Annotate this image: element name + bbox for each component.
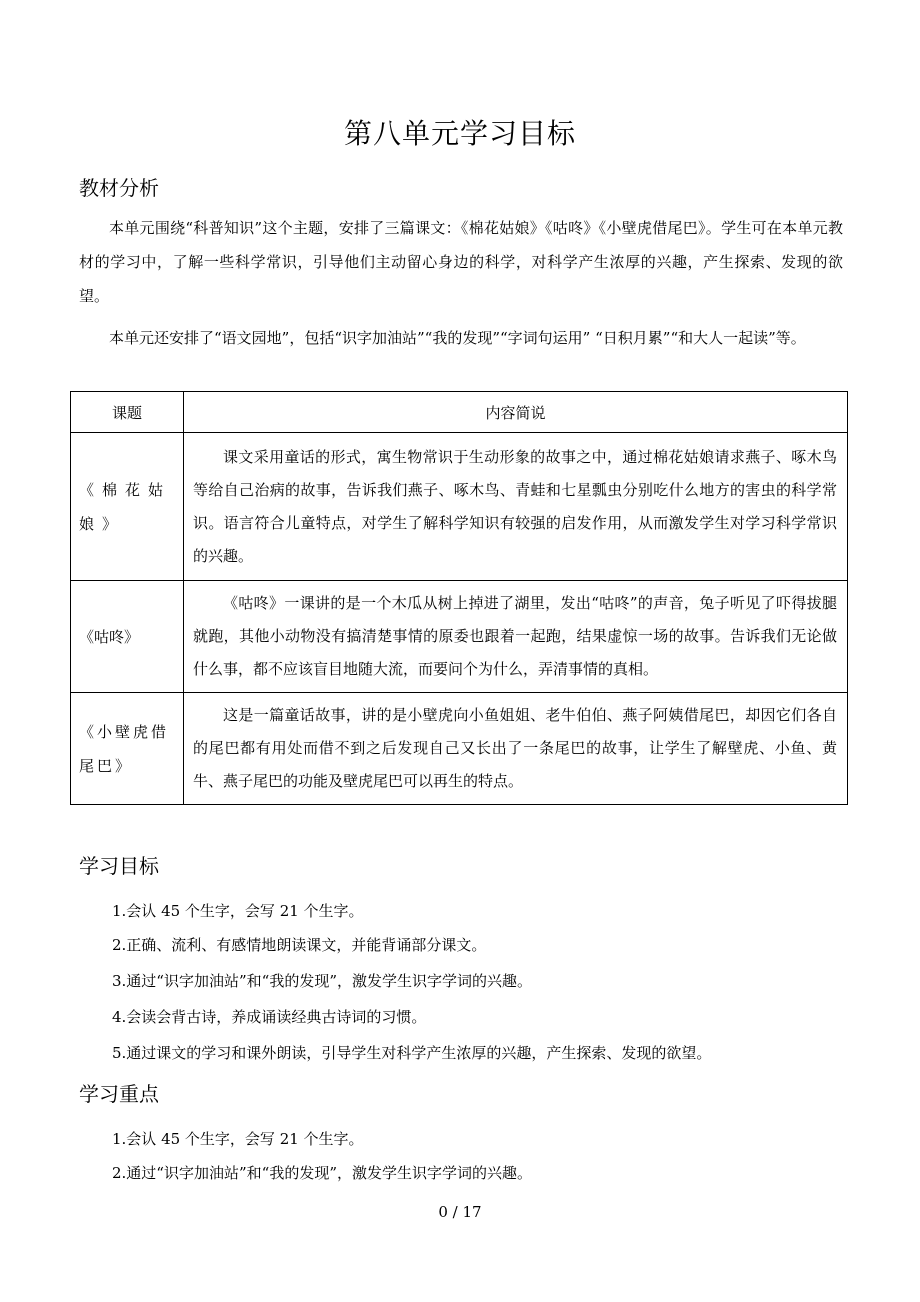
section-heading-goals: 学习目标: [79, 854, 159, 878]
table-cell-lesson: 《小壁虎借尾巴》: [71, 693, 184, 805]
table-row: [71, 693, 848, 805]
list-item: 1.会认 45 个生字，会写 21 个生字。: [112, 902, 364, 920]
page-number: 0 / 17: [438, 1203, 482, 1221]
list-item: 4.会读会背古诗，养成诵读经典古诗词的习惯。: [112, 1008, 427, 1026]
list-item: 2.正确、流利、有感情地朗读课文，并能背诵部分课文。: [112, 936, 487, 954]
section-heading-analysis: 教材分析: [79, 176, 159, 200]
lesson-table: [70, 391, 848, 805]
table-header-content: 内容简说: [184, 392, 848, 433]
table-cell-lesson: 《咕咚》: [71, 581, 184, 693]
table-row: [71, 581, 848, 693]
list-item: 2.通过“识字加油站”和“我的发现”，激发学生识字学词的兴趣。: [112, 1164, 532, 1182]
analysis-paragraph-1: 本单元围绕“科普知识”这个主题，安排了三篇课文：《棉花姑娘》《咕咚》《小壁虎借尾巴》。学生可在本单元教材的学习中，了解一些科学常识，引导他们主动留心身边的科学，对科学产生浓厚的兴趣，产生探索、发现的欲望。: [79, 219, 843, 305]
table-cell-content: 这是一篇童话故事，讲的是小壁虎向小鱼姐姐、老牛伯伯、燕子阿姨借尾巴，却因它们各自的尾巴都有用处而借不到之后发现自己又长出了一条尾巴的故事，让学生了解壁虎、小鱼、黄牛、燕子尾巴的功能及壁虎尾巴可以再生的特点。: [184, 693, 848, 805]
table-header-lesson: 课题: [71, 392, 184, 433]
page-title: 第八单元学习目标: [343, 117, 576, 150]
table-header-row: [71, 392, 848, 433]
section-heading-focus: 学习重点: [79, 1082, 159, 1106]
table-cell-lesson: 《棉花姑娘》: [71, 433, 184, 581]
list-item: 3.通过“识字加油站”和“我的发现”，激发学生识字学词的兴趣。: [112, 972, 532, 990]
list-item: 5.通过课文的学习和课外朗读，引导学生对科学产生浓厚的兴趣，产生探索、发现的欲望。: [112, 1044, 712, 1062]
table-cell-content: 课文采用童话的形式，寓生物常识于生动形象的故事之中，通过棉花姑娘请求燕子、啄木鸟等给自己治病的故事，告诉我们燕子、啄木鸟、青蛙和七星瓢虫分别吃什么地方的害虫的科学常识。语言符合儿童特点，对学生了解科学知识有较强的启发作用，从而激发学生对学习科学常识的兴趣。: [184, 433, 848, 581]
table-row: [71, 433, 848, 581]
analysis-paragraph-2: 本单元还安排了“语文园地”，包括“识字加油站”“我的发现”“字词句运用” “日积月累”“和大人一起读”等。: [109, 329, 806, 347]
list-item: 1.会认 45 个生字，会写 21 个生字。: [112, 1130, 364, 1148]
table-cell-content: 《咕咚》一课讲的是一个木瓜从树上掉进了湖里，发出“咕咚”的声音，兔子听见了吓得拔腿就跑，其他小动物没有搞清楚事情的原委也跟着一起跑，结果虚惊一场的故事。告诉我们无论做什么事，都不应该盲目地随大流，而要问个为什么，弄清事情的真相。: [184, 581, 848, 693]
